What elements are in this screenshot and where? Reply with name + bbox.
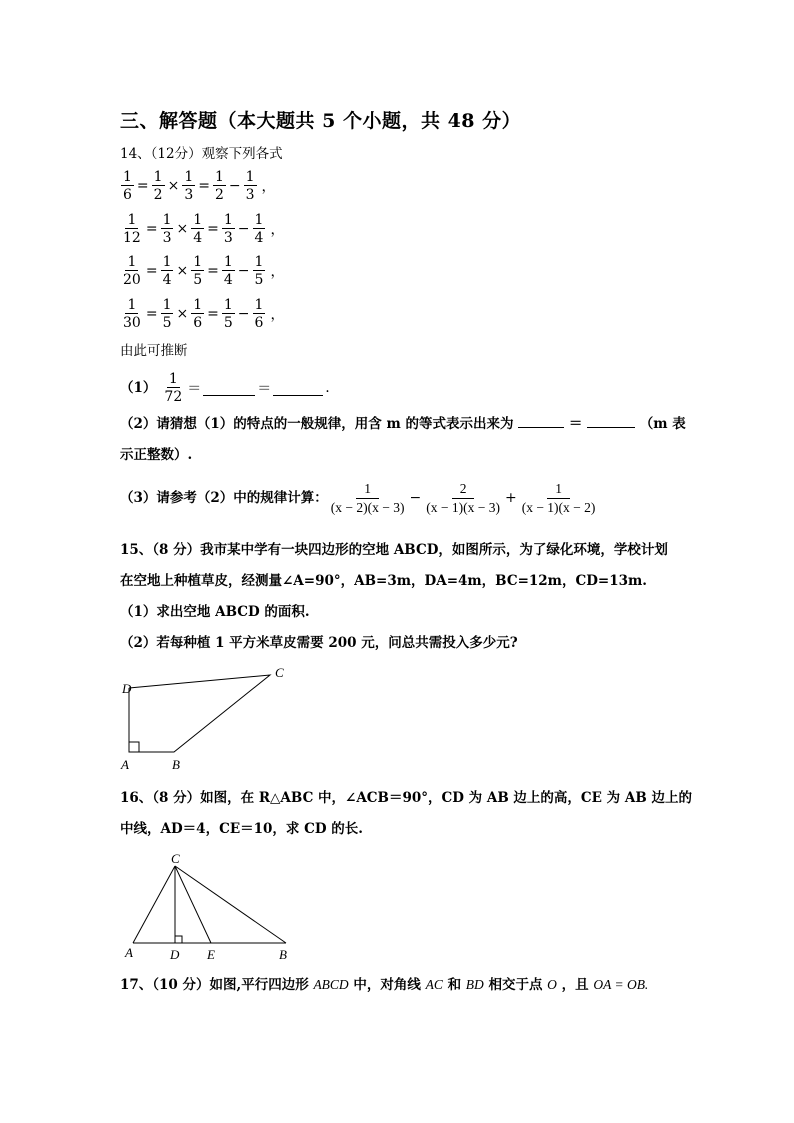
eq-factor-a-num: 1 (162, 254, 172, 270)
eq-term-d (253, 213, 266, 245)
q16-label-d: D (170, 947, 180, 962)
q14-part2-text-b: （m 表 (639, 416, 686, 432)
q15-label-d: D (122, 681, 132, 696)
eq-factor-a (161, 298, 174, 330)
q14-part3-frac-1-num: 1 (356, 482, 379, 499)
eq-term-c (222, 298, 235, 330)
q16-label-c: C (171, 851, 180, 866)
eq-term-c-num: 1 (223, 254, 233, 270)
eq-factor-a-num: 1 (162, 212, 172, 228)
eq-factor-a (161, 213, 174, 245)
q14-part1-eq1: ＝ (187, 381, 202, 397)
times-sign: × (167, 178, 180, 194)
q14-part1-label: （1） (120, 380, 157, 396)
q15-line1: 15、（8 分）我市某中学有一块四边形的空地 ABCD，如图所示，为了绿化环境，学校计划 (120, 542, 668, 558)
minus-sign: − (228, 178, 241, 194)
eq-term-c (213, 170, 226, 202)
q15-part2: （2）若每种植 1 平方米草皮需要 200 元，问总共需投入多少元? (120, 635, 518, 651)
q14-header: 14、（12分）观察下列各式 (120, 146, 283, 162)
eq-factor-a-den: 5 (162, 315, 172, 331)
eq-term-d-num: 1 (254, 297, 264, 313)
q15-label-b: B (172, 757, 180, 772)
q14-part2-eq: ＝ (568, 416, 583, 432)
q15-part1: （1）求出空地 ABCD 的面积. (120, 604, 310, 620)
eq-lhs-fraction-den: 30 (123, 315, 141, 331)
eq-term-c-den: 4 (223, 272, 233, 288)
q14-part3-frac-2-den: (x − 1)(x − 3) (426, 499, 500, 515)
minus-sign: − (237, 221, 250, 237)
q16-label-e: E (207, 947, 215, 962)
times-sign: × (176, 306, 189, 322)
minus-sign: − (237, 263, 250, 279)
q17-text-e: ，且 (561, 977, 589, 993)
eq-lhs-fraction-num: 1 (123, 169, 132, 185)
q16-figure (115, 848, 305, 963)
q15-figure (110, 660, 310, 775)
eq-factor-b-num: 1 (193, 297, 203, 313)
eq-factor-a-den: 4 (162, 272, 172, 288)
q14-part1-den: 72 (164, 389, 183, 405)
q14-part1-period: . (325, 380, 330, 396)
eq-tail: ， (261, 179, 276, 195)
q14-part3-frac-3-num: 1 (547, 482, 570, 499)
eq-lhs-fraction-den: 20 (123, 272, 141, 288)
eq-term-d-den: 4 (254, 230, 264, 246)
q16-line1: 16、（8 分）如图，在 R△ABC 中，∠ACB＝90°，CD 为 AB 边上的高，CE 为 AB 边上的 (120, 790, 692, 806)
eq-factor-b-num: 1 (184, 169, 194, 185)
q14-part2-blank1[interactable] (518, 413, 564, 428)
eq-term-d (253, 255, 266, 287)
eq-tail: ， (270, 264, 285, 280)
eq-term-c-num: 1 (214, 169, 224, 185)
q16-label-a: A (125, 945, 133, 960)
q14-equation (120, 298, 286, 330)
eq-factor-b-den: 3 (184, 187, 194, 203)
eq-factor-a-den: 2 (153, 187, 163, 203)
eq-tail: ， (270, 307, 285, 323)
equals-sign: = (198, 178, 210, 194)
q14-part1-blank1[interactable] (203, 381, 255, 396)
eq-factor-b (191, 213, 204, 245)
equals-sign: = (207, 221, 219, 237)
eq-factor-a (152, 170, 165, 202)
eq-term-d-num: 1 (245, 169, 255, 185)
q15-label-c: C (275, 665, 284, 680)
eq-term-d-num: 1 (254, 254, 264, 270)
q14-part3-frac-1 (329, 482, 407, 514)
minus-sign: − (237, 306, 250, 322)
eq-factor-a-num: 1 (162, 297, 172, 313)
q17-text-a: 17、（10 分）如图,平行四边形 (120, 977, 309, 993)
q15-line2: 在空地上种植草皮，经测量∠A=90°，AB=3m，DA=4m，BC=12m，CD=13m. (120, 573, 648, 589)
eq-term-c-den: 3 (223, 230, 233, 246)
q15-right-angle-mark (129, 742, 139, 752)
q15-quadrilateral (129, 675, 270, 752)
q14-part1 (120, 372, 332, 404)
eq-lhs-fraction (121, 298, 143, 330)
section-title: 三、解答题（本大题共 5 个小题，共 48 分） (120, 110, 522, 132)
q17-line (120, 975, 648, 995)
q14-part1-blank2[interactable] (273, 381, 323, 396)
eq-term-d-num: 1 (254, 212, 264, 228)
q14-part3-frac-2 (424, 482, 502, 514)
q14-part3-frac-1-den: (x − 2)(x − 3) (330, 499, 405, 515)
eq-factor-b-num: 1 (193, 254, 203, 270)
q14-part1-fraction (162, 372, 184, 404)
q16-label-b: B (279, 947, 287, 962)
q14-part2-line1 (120, 413, 686, 434)
q17-abcd: ABCD (313, 977, 349, 992)
eq-term-c-num: 1 (223, 212, 233, 228)
eq-factor-b-num: 1 (193, 212, 203, 228)
eq-term-d-den: 6 (254, 315, 264, 331)
q17-text-c: 和 (447, 977, 462, 993)
q14-part2-text-a: （2）请猜想（1）的特点的一般规律，用含 m 的等式表示出来为 (120, 416, 514, 432)
q14-part1-eq2: ＝ (257, 381, 272, 397)
eq-term-c (222, 255, 235, 287)
eq-term-c-den: 2 (214, 187, 224, 203)
eq-term-c-den: 5 (223, 315, 233, 331)
eq-lhs-fraction (121, 170, 134, 202)
equals-sign: = (145, 263, 158, 279)
q14-part3-frac-2-num: 2 (452, 482, 475, 499)
q16-side-bc (175, 866, 286, 943)
eq-lhs-fraction (121, 255, 143, 287)
eq-factor-a-num: 1 (153, 169, 163, 185)
eq-lhs-fraction-num: 1 (127, 254, 137, 270)
q14-part3-minus: − (409, 490, 422, 506)
equals-sign: = (207, 263, 219, 279)
eq-lhs-fraction-num: 1 (127, 297, 137, 313)
q16-side-ac (133, 866, 175, 943)
q14-part1-num: 1 (168, 371, 178, 387)
q17-text-b: 中，对角线 (353, 977, 421, 993)
q17-condition: OA = OB. (593, 977, 649, 992)
eq-factor-b (182, 170, 195, 202)
eq-term-d-den: 3 (245, 187, 255, 203)
eq-factor-b (191, 255, 204, 287)
times-sign: × (176, 221, 189, 237)
q17-text-d: 相交于点 (488, 977, 543, 993)
q15-label-a: A (121, 757, 129, 772)
q16-line2: 中线，AD＝4，CE＝10，求 CD 的长. (120, 821, 363, 837)
eq-factor-b-den: 5 (193, 272, 203, 288)
q17-o: O (547, 977, 557, 992)
q17-ac: AC (425, 977, 443, 992)
eq-factor-b-den: 4 (193, 230, 203, 246)
eq-term-d (253, 298, 266, 330)
equals-sign: = (207, 306, 219, 322)
q14-part3-frac-3-den: (x − 1)(x − 2) (521, 499, 596, 515)
eq-term-d (244, 170, 257, 202)
q14-equation (120, 213, 286, 245)
q14-part2-blank2[interactable] (587, 413, 635, 428)
eq-lhs-fraction (121, 213, 143, 245)
eq-factor-b-den: 6 (193, 315, 203, 331)
q17-bd: BD (465, 977, 484, 992)
q16-right-angle-mark (175, 936, 182, 943)
q14-part3-frac-3 (520, 482, 598, 514)
q14-infer: 由此可推断 (120, 343, 188, 359)
eq-term-c-num: 1 (223, 297, 233, 313)
q14-equation (120, 170, 278, 202)
eq-lhs-fraction-den: 6 (123, 187, 132, 203)
eq-factor-b (191, 298, 204, 330)
q14-part3 (120, 482, 598, 514)
eq-factor-a (161, 255, 174, 287)
equals-sign: = (145, 221, 158, 237)
q16-median-ce (175, 866, 211, 943)
q14-equation (120, 255, 286, 287)
eq-term-c (222, 213, 235, 245)
equals-sign: = (136, 178, 149, 194)
eq-tail: ， (270, 222, 285, 238)
eq-term-d-den: 5 (254, 272, 264, 288)
equals-sign: = (145, 306, 158, 322)
eq-lhs-fraction-den: 12 (123, 230, 141, 246)
eq-lhs-fraction-num: 1 (127, 212, 137, 228)
q14-part3-plus: + (504, 490, 517, 506)
q14-part3-label: （3）请参考（2）中的规律计算： (120, 490, 328, 506)
q14-part2-line2: 示正整数）. (120, 447, 193, 463)
times-sign: × (176, 263, 189, 279)
eq-factor-a-den: 3 (162, 230, 172, 246)
